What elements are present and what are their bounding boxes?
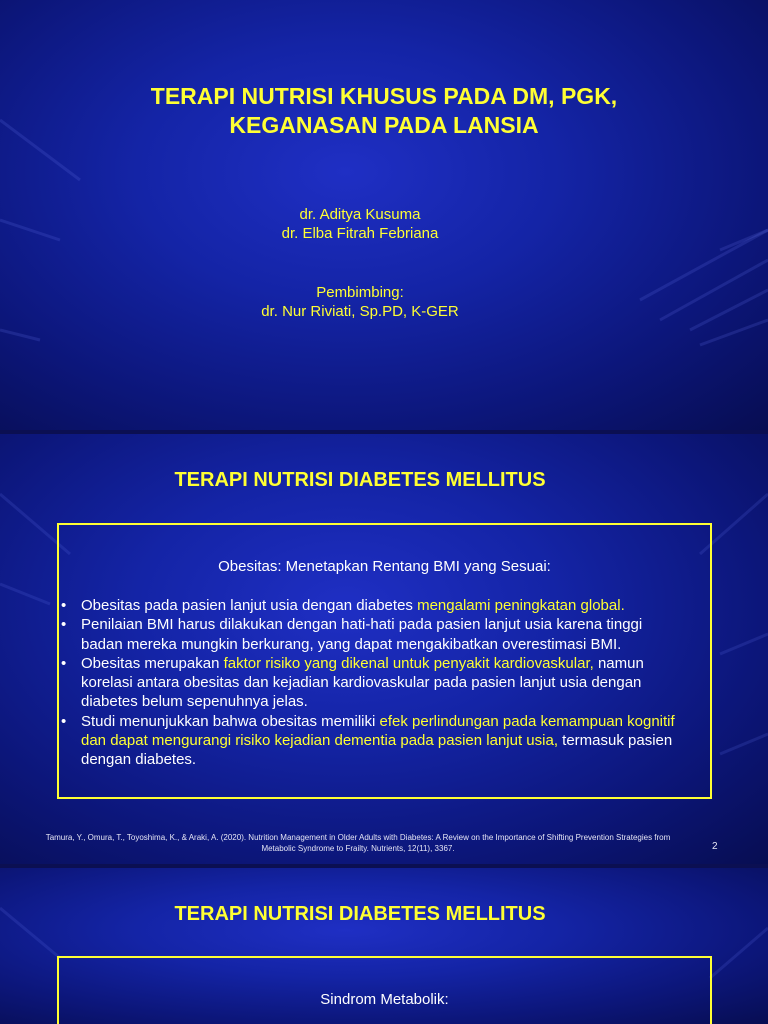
bullet-item: • Studi menunjukkan bahwa obesitas memiliki efek perlindungan pada kemampuan kognitif dan dapat mengurangi risiko kejadian dementia pada pasien lanjut usia, termasuk pasien dengan diabetes. xyxy=(59,712,682,770)
supervisor-name: dr. Nur Riviati, Sp.PD, K-GER xyxy=(261,303,459,320)
box-heading: Obesitas: Menetapkan Rentang BMI yang Sesuai: xyxy=(218,558,551,575)
presentation-title-line-2: KEGANASAN PADA LANSIA xyxy=(229,112,539,138)
bullet-item: • Obesitas pada pasien lanjut usia dengan diabetes mengalami peningkatan global. xyxy=(59,596,682,615)
footnote-line-1: Tamura, Y., Omura, T., Toyoshima, K., & Araki, A. (2020). Nutrition Management in Older Adults with Diabetes: A Review on the Importance of Shifting Prevention Strategies from xyxy=(45,833,671,842)
supervisor-label: Pembimbing: xyxy=(316,284,404,301)
title-slide xyxy=(0,0,768,430)
content-slide-metabolic xyxy=(0,868,768,1024)
footnote-line-2: Metabolic Syndrome to Frailty. Nutrients, 12(11), 3367. xyxy=(261,844,455,853)
content-box xyxy=(57,956,712,1024)
content-slide-obesity xyxy=(0,434,768,864)
presentation-title-line-1: TERAPI NUTRISI KHUSUS PADA DM, PGK, xyxy=(150,83,618,109)
reference-footnote xyxy=(8,832,708,854)
page-number: 2 xyxy=(712,841,718,852)
highlighted-text: mengalami peningkatan global. xyxy=(417,597,625,614)
author-name-2: dr. Elba Fitrah Febriana xyxy=(281,225,439,242)
box-heading: Sindrom Metabolik: xyxy=(320,991,449,1008)
bullet-item: • Penilaian BMI harus dilakukan dengan hati-hati pada pasien lanjut usia karena tinggi badan mereka mungkin berkurang, yang dapat mengakibatkan overestimasi BMI. xyxy=(59,615,682,654)
content-box xyxy=(57,523,712,799)
author-name-1: dr. Aditya Kusuma xyxy=(299,206,421,223)
highlighted-text: efek perlindungan pada kemampuan kognitif dan dapat mengurangi risiko kejadian dementia pada pasien lanjut usia, xyxy=(81,712,675,750)
slide-title: TERAPI NUTRISI DIABETES MELLITUS xyxy=(174,469,546,491)
bullet-list xyxy=(59,596,682,770)
slide-title: TERAPI NUTRISI DIABETES MELLITUS xyxy=(174,903,546,925)
highlighted-text: faktor risiko yang dikenal untuk penyakit kardiovaskular, xyxy=(223,654,594,672)
bullet-item: • Obesitas merupakan faktor risiko yang dikenal untuk penyakit kardiovaskular, namun korelasi antara obesitas dan kejadian kardiovaskular pada pasien lanjut usia dengan diabetes belum sepenuhnya jelas. xyxy=(59,654,682,712)
